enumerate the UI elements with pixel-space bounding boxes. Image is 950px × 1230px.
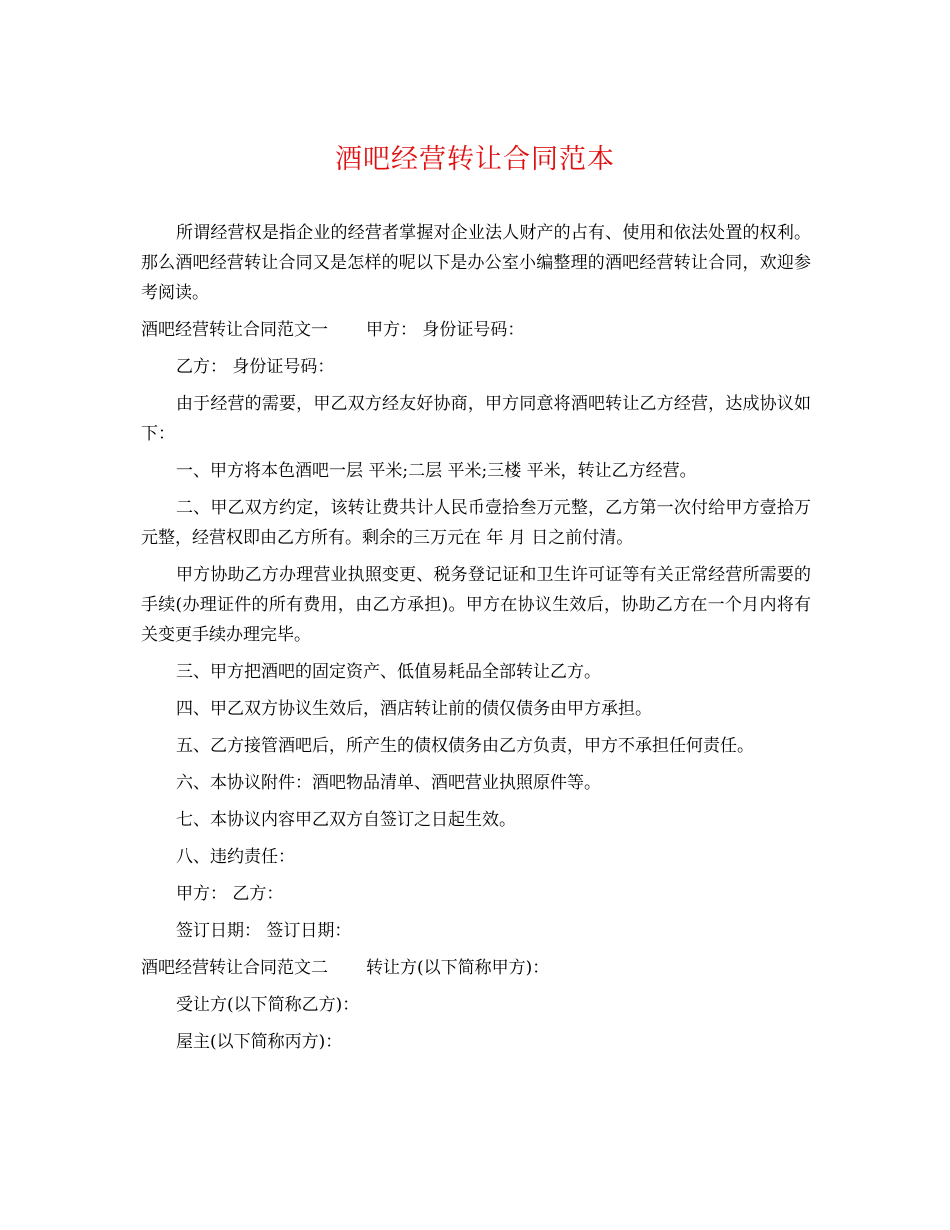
party-b-id-line: 乙方： 身份证号码： — [176, 357, 335, 377]
assist-paragraph: 甲方协助乙方办理营业执照变更、税务登记证和卫生许可证等有关正常经营所需要的手续(办理证件的所有费用，由乙方承担)。甲方在协议生效后，协助乙方在一个月内将有关变更手续办理完毕。 — [141, 565, 811, 645]
sign-date-line: 签订日期： 签订日期： — [176, 921, 352, 941]
clause-5: 五、乙方接管酒吧后，所产生的债权债务由乙方负责，甲方不承担任何责任。 — [176, 736, 754, 756]
sample2-heading: 酒吧经营转让合同范文二 — [141, 958, 328, 978]
clause-7: 七、本协议内容甲乙双方自签订之日起生效。 — [176, 810, 516, 830]
party-a-id-line: 甲方： 身份证号码： — [366, 320, 525, 340]
landlord-line: 屋主(以下简称丙方)： — [176, 1032, 343, 1052]
intro-paragraph: 所谓经营权是指企业的经营者掌握对企业法人财产的占有、使用和依法处置的权利。那么酒吧经营转让合同又是怎样的呢以下是办公室小编整理的酒吧经营转让合同，欢迎参考阅读。 — [141, 223, 811, 303]
clause-4: 四、甲乙双方协议生效后，酒店转让前的债仅债务由甲方承担。 — [176, 699, 652, 719]
transferee-line: 受让方(以下简称乙方)： — [176, 995, 360, 1015]
document-title: 酒吧经营转让合同范本 — [335, 144, 615, 175]
sample1-heading-line — [141, 315, 811, 345]
clause-6: 六、本协议附件：酒吧物品清单、酒吧营业执照原件等。 — [176, 773, 601, 793]
clause-1: 一、甲方将本色酒吧一层 平米;二层 平米;三楼 平米，转让乙方经营。 — [176, 461, 697, 481]
preamble-paragraph: 由于经营的需要，甲乙双方经友好协商，甲方同意将酒吧转让乙方经营，达成协议如下： — [141, 394, 811, 444]
document-body — [141, 218, 811, 1064]
sample2-heading-line — [141, 953, 811, 983]
signature-line: 甲方： 乙方： — [176, 884, 284, 904]
clause-3: 三、甲方把酒吧的固定资产、低值易耗品全部转让乙方。 — [176, 662, 601, 682]
sample1-heading: 酒吧经营转让合同范文一 — [141, 320, 328, 340]
clause-8: 八、违约责任： — [176, 847, 295, 867]
clause-2: 二、甲乙双方约定，该转让费共计人民币壹拾叁万元整，乙方第一次付给甲方壹拾万元整，经营权即由乙方所有。剩余的三万元在 年 月 日之前付清。 — [141, 498, 811, 548]
transferor-line: 转让方(以下简称甲方)： — [366, 958, 550, 978]
